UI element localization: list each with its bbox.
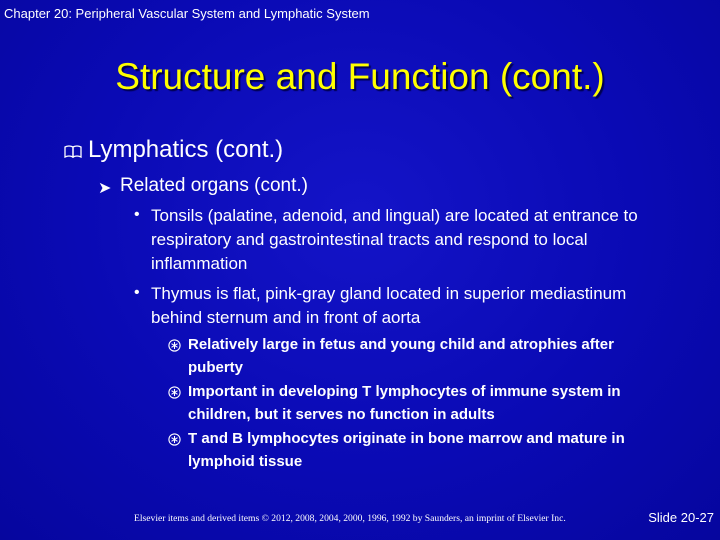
arrowhead-bullet-icon: ➤ (98, 180, 112, 197)
bullet-level1: Lymphatics (cont.) (88, 136, 284, 163)
dot-bullet-icon: • (134, 284, 140, 301)
bullet-level4-large-fetus: Relatively large in fetus and young child and atrophies after puberty (188, 336, 614, 376)
circled-star-bullet-icon (168, 433, 181, 446)
copyright-footer: Elsevier items and derived items © 2012, 2008, 2004, 2000, 1996, 1992 by Saunders, an imprint of Elsevier Inc. (134, 513, 566, 524)
book-bullet-icon (64, 144, 82, 158)
slide-title: Structure and Function (cont.) (115, 56, 605, 97)
slide-number: Slide 20-27 (648, 510, 714, 525)
bullet-level2: Related organs (cont.) (120, 175, 308, 196)
bullet-level4-t-lymphocytes: Important in developing T lymphocytes of immune system in children, but it serves no function in adults (188, 383, 621, 423)
dot-bullet-icon: • (134, 206, 140, 223)
bullet-level3-thymus: Thymus is flat, pink-gray gland located in superior mediastinum behind sternum and in front of aorta (151, 284, 627, 327)
bullet-level4-t-b-lymphocytes: T and B lymphocytes originate in bone marrow and mature in lymphoid tissue (188, 430, 625, 470)
chapter-header: Chapter 20: Peripheral Vascular System and Lymphatic System (4, 6, 370, 21)
circled-star-bullet-icon (168, 339, 181, 352)
circled-star-bullet-icon (168, 386, 181, 399)
bullet-level3-tonsils: Tonsils (palatine, adenoid, and lingual) are located at entrance to respiratory and gastrointestinal tracts and respond to local inflammation (151, 206, 638, 273)
